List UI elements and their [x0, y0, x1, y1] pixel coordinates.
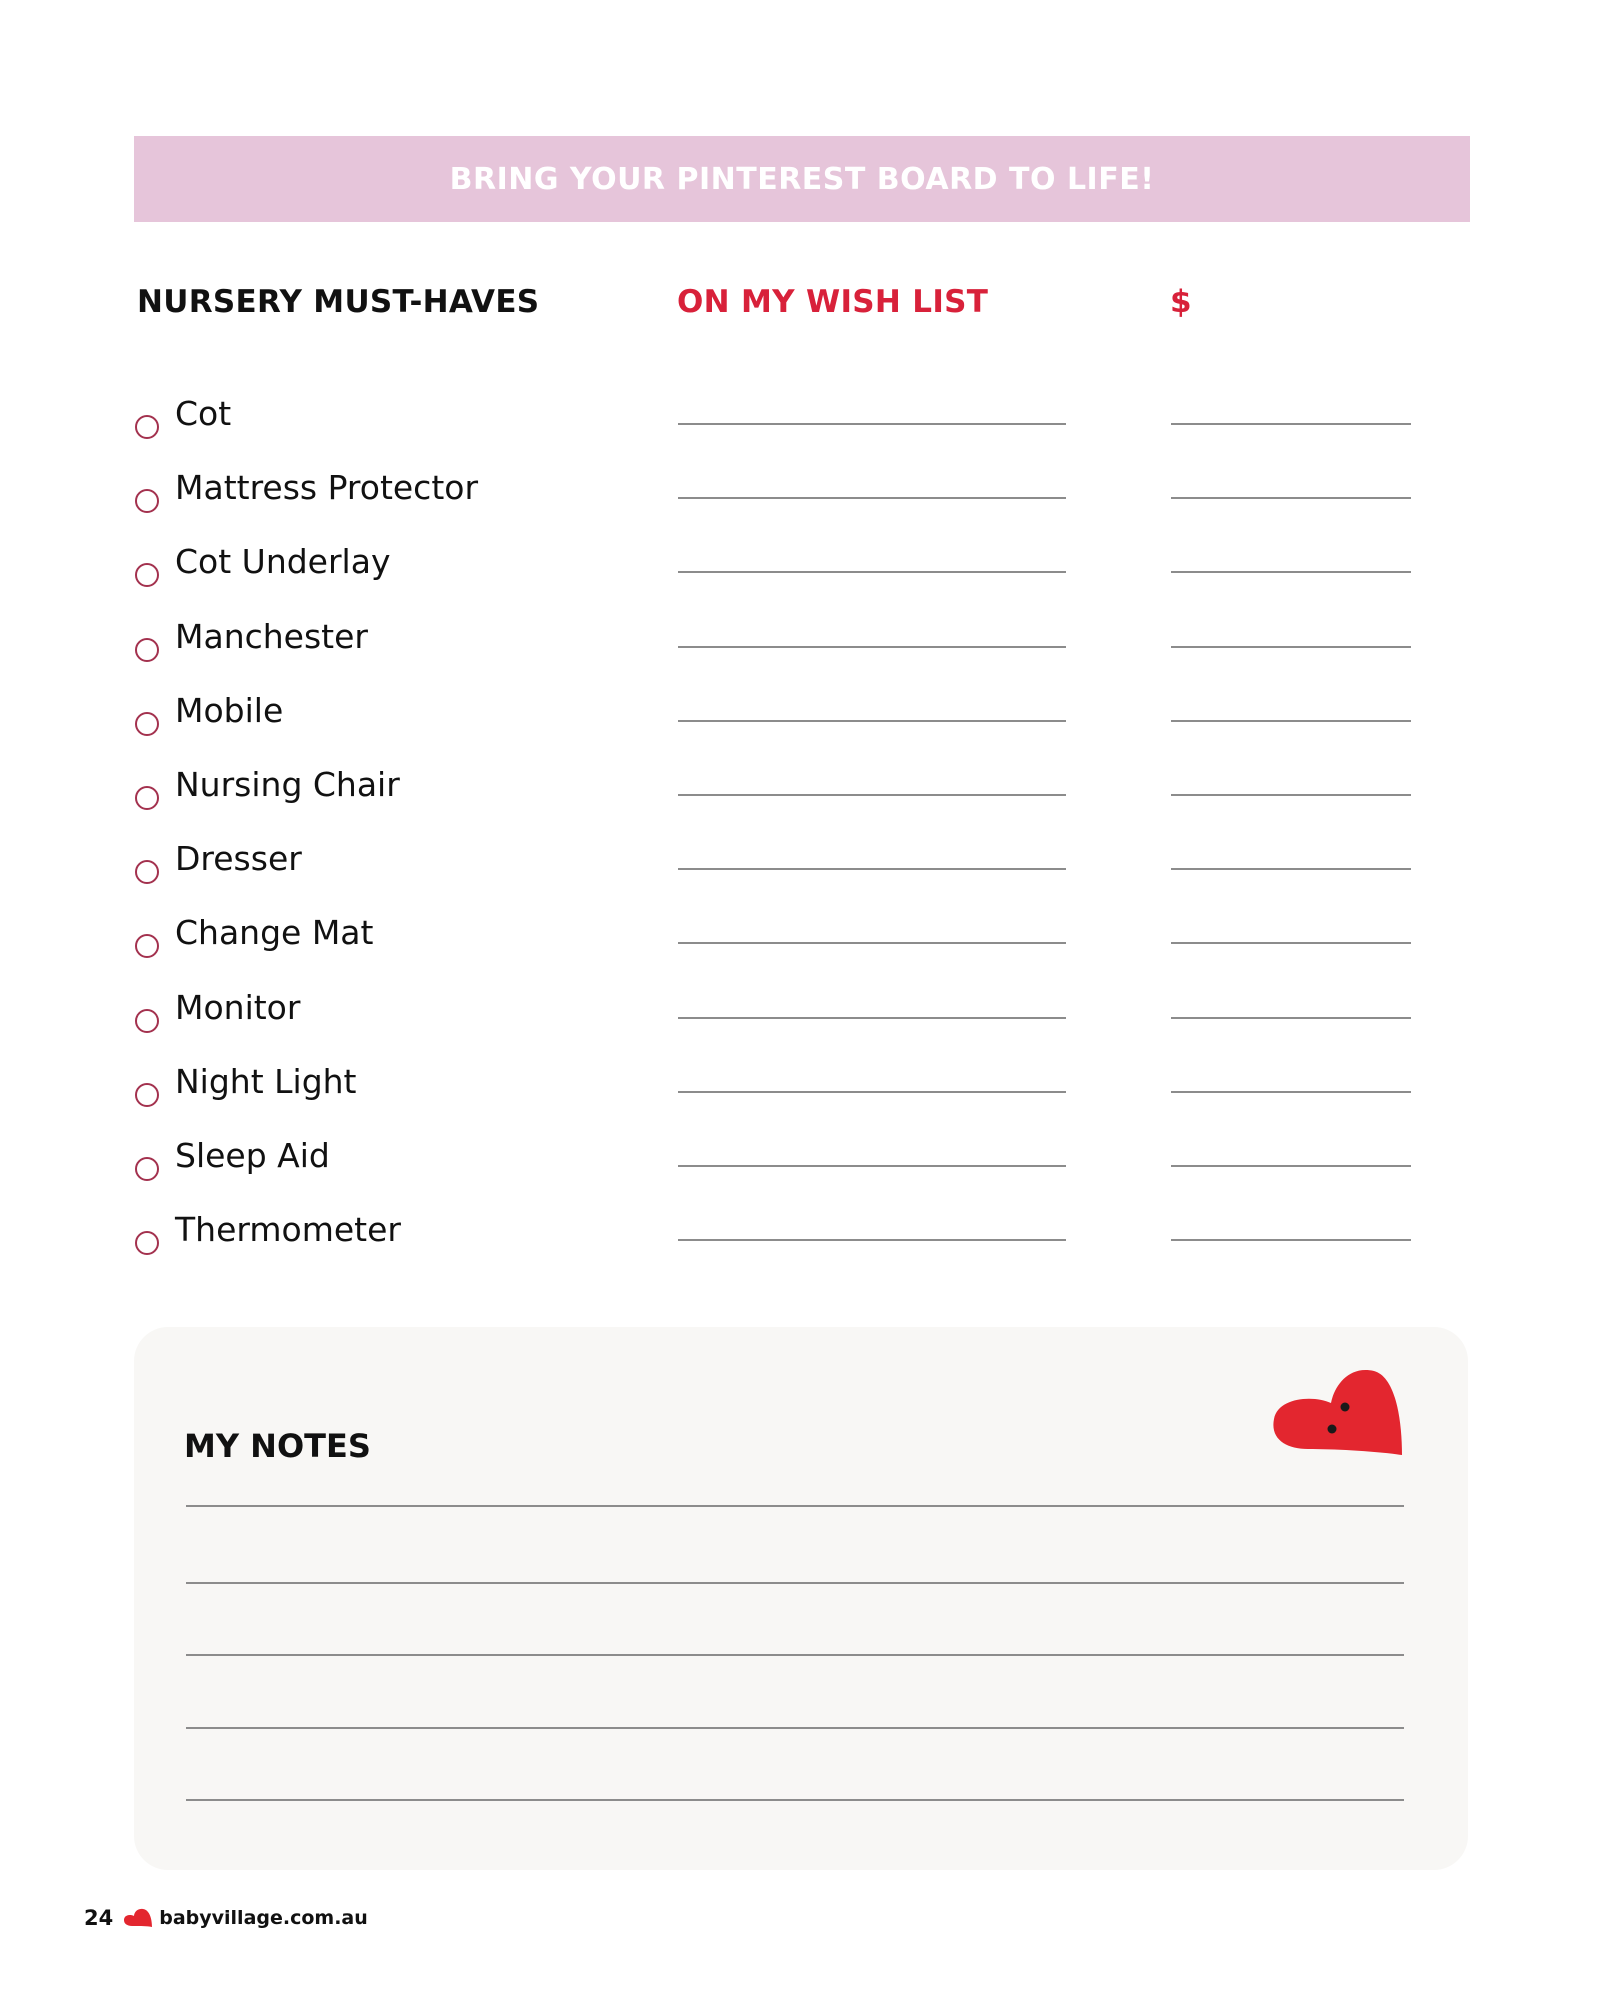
wish-list-entry-line[interactable]: [678, 571, 1066, 573]
notes-entry-line[interactable]: [186, 1582, 1404, 1584]
heart-logo-icon: [123, 1908, 153, 1928]
checklist-row: [0, 607, 1598, 681]
item-checkbox[interactable]: [135, 415, 159, 439]
notes-entry-line[interactable]: [186, 1727, 1404, 1729]
page-number: 24: [84, 1906, 114, 1930]
notes-entry-line[interactable]: [186, 1654, 1404, 1656]
checklist-row: [0, 532, 1598, 606]
wish-list-entry-line[interactable]: [678, 1239, 1066, 1241]
price-entry-line[interactable]: [1171, 423, 1411, 425]
item-checkbox[interactable]: [135, 1231, 159, 1255]
item-checkbox[interactable]: [135, 712, 159, 736]
price-entry-line[interactable]: [1171, 646, 1411, 648]
item-checkbox[interactable]: [135, 1009, 159, 1033]
checklist-row: [0, 458, 1598, 532]
item-label: Monitor: [175, 988, 301, 1027]
item-checkbox[interactable]: [135, 786, 159, 810]
item-label: Nursing Chair: [175, 765, 400, 804]
wish-list-entry-line[interactable]: [678, 942, 1066, 944]
item-checkbox[interactable]: [135, 860, 159, 884]
notes-entry-line[interactable]: [186, 1505, 1404, 1507]
item-label: Mobile: [175, 691, 284, 730]
column-header-wish-list: ON MY WISH LIST: [677, 284, 989, 320]
price-entry-line[interactable]: [1171, 1165, 1411, 1167]
checklist-row: [0, 1200, 1598, 1274]
item-label: Mattress Protector: [175, 468, 479, 507]
column-header-price: $: [1170, 284, 1192, 320]
wish-list-entry-line[interactable]: [678, 794, 1066, 796]
price-entry-line[interactable]: [1171, 794, 1411, 796]
footer-site-link[interactable]: babyvillage.com.au: [159, 1907, 368, 1929]
item-label: Night Light: [175, 1062, 357, 1101]
price-entry-line[interactable]: [1171, 942, 1411, 944]
price-entry-line[interactable]: [1171, 571, 1411, 573]
wish-list-entry-line[interactable]: [678, 1165, 1066, 1167]
item-label: Manchester: [175, 617, 368, 656]
banner-title: BRING YOUR PINTEREST BOARD TO LIFE!: [449, 161, 1155, 197]
checklist-row: [0, 755, 1598, 829]
wish-list-entry-line[interactable]: [678, 1017, 1066, 1019]
item-checkbox[interactable]: [135, 563, 159, 587]
item-checkbox[interactable]: [135, 638, 159, 662]
notes-title: MY NOTES: [184, 1427, 371, 1465]
wish-list-entry-line[interactable]: [678, 720, 1066, 722]
item-label: Change Mat: [175, 913, 374, 952]
price-entry-line[interactable]: [1171, 1017, 1411, 1019]
item-label: Cot: [175, 394, 232, 433]
page-footer: [84, 1906, 368, 1930]
item-checkbox[interactable]: [135, 1157, 159, 1181]
checklist-row: [0, 978, 1598, 1052]
item-checkbox[interactable]: [135, 1083, 159, 1107]
price-entry-line[interactable]: [1171, 720, 1411, 722]
item-label: Dresser: [175, 839, 302, 878]
heart-icon: [1264, 1367, 1404, 1477]
price-entry-line[interactable]: [1171, 868, 1411, 870]
checklist-row: [0, 1126, 1598, 1200]
price-entry-line[interactable]: [1171, 1091, 1411, 1093]
checklist-row: [0, 1052, 1598, 1126]
checklist-row: [0, 903, 1598, 977]
wish-list-entry-line[interactable]: [678, 1091, 1066, 1093]
item-checkbox[interactable]: [135, 934, 159, 958]
item-label: Sleep Aid: [175, 1136, 330, 1175]
wish-list-entry-line[interactable]: [678, 497, 1066, 499]
item-label: Thermometer: [175, 1210, 401, 1249]
wish-list-entry-line[interactable]: [678, 423, 1066, 425]
item-checkbox[interactable]: [135, 489, 159, 513]
price-entry-line[interactable]: [1171, 497, 1411, 499]
checklist-row: [0, 829, 1598, 903]
checklist-row: [0, 384, 1598, 458]
notes-entry-line[interactable]: [186, 1799, 1404, 1801]
wish-list-entry-line[interactable]: [678, 868, 1066, 870]
wish-list-entry-line[interactable]: [678, 646, 1066, 648]
checklist-row: [0, 681, 1598, 755]
price-entry-line[interactable]: [1171, 1239, 1411, 1241]
column-header-must-haves: NURSERY MUST-HAVES: [137, 284, 540, 320]
notes-card: [134, 1327, 1468, 1870]
title-banner: [134, 136, 1470, 222]
item-label: Cot Underlay: [175, 542, 391, 581]
